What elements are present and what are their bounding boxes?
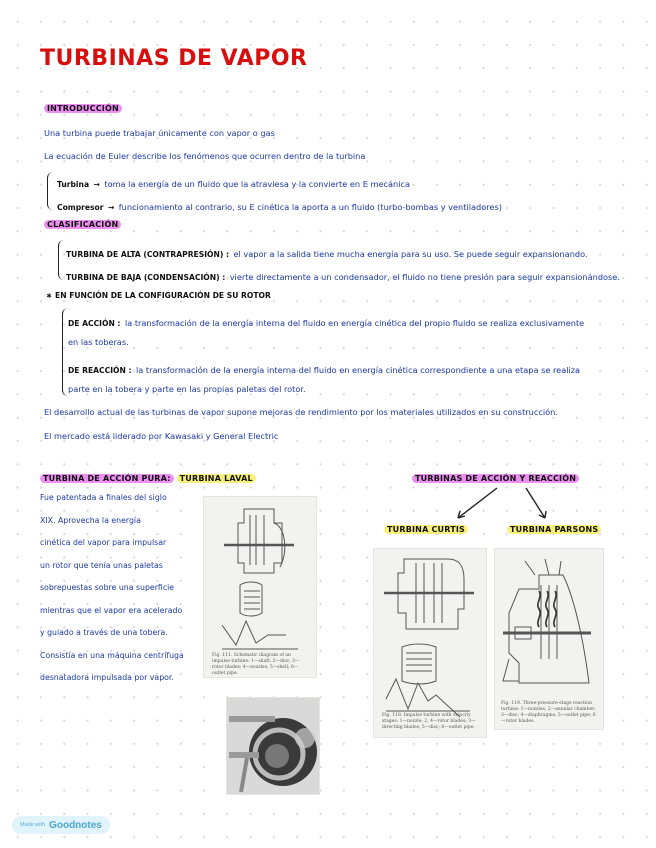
rotor-heading: ∗ EN FUNCIÓN DE LA CONFIGURACIÓN DE SU ROTOR <box>46 291 271 300</box>
de-reaccion-text-cont: parte en la tobera y parte en las propias paletas del rotor. <box>68 384 306 394</box>
term-compresor: Compresor <box>57 203 104 212</box>
term-turbina-alta: TURBINA DE ALTA (CONTRAPRESIÓN) : <box>66 250 230 259</box>
laval-line: sobrepuestas sobre una superficie <box>40 583 175 592</box>
intro-item-turbina <box>57 174 410 192</box>
laval-heading <box>40 474 256 483</box>
laval-figure-caption: Fig. 111. Schematic diagram of an impulse turbine: 1—shaft; 2—disc; 3—rotor blades; 4—nozzles; 5—shell; 6—outlet pipe. <box>212 653 300 676</box>
arrow-right-icon: → <box>93 180 100 189</box>
turbina-baja-text: vierte directamente a un condensador, el fluido no tiene presión para seguir expansionándose. <box>229 272 620 282</box>
turbina-alta-text: el vapor a la salida tiene mucha energía para su uso. Se puede seguir expansionando. <box>233 249 588 259</box>
brace <box>58 240 64 280</box>
de-accion-item <box>68 313 584 331</box>
curtis-name: TURBINA CURTIS <box>384 525 468 534</box>
turbina-alta-item <box>66 244 588 262</box>
term-turbina-baja: TURBINA DE BAJA (CONDENSACIÓN) : <box>66 273 226 282</box>
curtis-figure-caption: Fig. 118. Impulse turbine with velocity stages: 1—nozzle; 2, 4—rotor blades; 3—directing blades; 5—disc; 6—outlet pipe. <box>382 713 476 730</box>
laval-line: desnatadora impulsada por vapor. <box>40 673 174 682</box>
de-accion-text-cont: en las toberas. <box>68 337 129 347</box>
laval-line: mientras que el vapor era acelerado <box>40 605 183 615</box>
intro-heading <box>44 104 122 113</box>
term-turbina: Turbina <box>57 180 90 189</box>
laval-photo-icon <box>227 698 319 794</box>
de-reaccion-item <box>68 360 580 378</box>
laval-name: TURBINA LAVAL <box>177 474 256 483</box>
branch-arrows-icon <box>380 484 580 524</box>
page-title: TURBINAS DE VAPOR <box>40 46 308 71</box>
parsons-figure-caption: Fig. 119. Three-pressure-stage reaction turbine: 1—nozzles; 2—annular chamber; 3—disc; 4—diaphragms; 5—outlet pipe; 6—rotor blades. <box>501 701 596 724</box>
laval-line: un rotor que tenía unas paletas <box>40 560 163 570</box>
arrow-right-icon: → <box>107 203 115 212</box>
term-de-reaccion: DE REACCIÓN : <box>68 366 132 375</box>
brace <box>47 172 53 210</box>
laval-line: cinética del vapor para impulsar <box>40 538 167 547</box>
parsons-heading <box>507 525 601 534</box>
term-de-accion: DE ACCIÓN : <box>68 319 121 328</box>
parsons-schematic-figure <box>494 548 604 730</box>
curtis-diagram-icon <box>374 549 486 737</box>
turbina-definition: toma la energía de un fluido que la atraviesa y la convierte en E mecánica <box>104 179 411 189</box>
laval-turbine-photo <box>226 697 320 795</box>
action-reaction-heading <box>412 474 579 483</box>
badge-goodnotes: Goodnotes <box>49 819 102 831</box>
action-reaction-heading-text: TURBINAS DE ACCIÓN Y REACCIÓN <box>412 474 579 483</box>
intro-line-1: Una turbina puede trabajar únicamente con vapor o gas <box>44 128 275 138</box>
classification-heading-text: CLASIFICACIÓN <box>44 220 121 229</box>
intro-line-2: La ecuación de Euler describe los fenómenos que ocurren dentro de la turbina <box>44 151 366 161</box>
compresor-definition: funcionamiento al contrario, su E cinética la aporta a un fluido (turbo-bombas y ventiladores) <box>118 202 502 212</box>
turbina-baja-item <box>66 267 620 285</box>
laval-line: y guiado a través de una tobera. <box>40 628 168 637</box>
laval-line: XIX. Aprovecha la energía <box>40 515 141 525</box>
laval-description <box>40 487 184 690</box>
intro-heading-text: INTRODUCCIÓN <box>44 104 122 113</box>
closing-line-1: El desarrollo actual de las turbinas de vapor supone mejoras de rendimiento por los materiales utilizados en su construcción. <box>44 407 558 417</box>
closing-line-2: El mercado está liderado por Kawasaki y General Electric <box>44 431 279 441</box>
classification-heading <box>44 220 121 229</box>
parsons-name: TURBINA PARSONS <box>507 525 601 534</box>
intro-item-compresor <box>57 197 502 215</box>
goodnotes-badge[interactable] <box>12 816 110 834</box>
de-accion-text: la transformación de la energía interna del fluido en energía cinética del propio fluido se realiza exclusivamente <box>124 318 585 328</box>
curtis-schematic-figure <box>373 548 487 738</box>
de-reaccion-text: la transformación de la energía interna del fluido en energía cinética correspondiente a una etapa se realiza <box>135 365 581 375</box>
laval-heading-text: TURBINA DE ACCIÓN PURA: <box>40 474 174 483</box>
laval-diagram-icon <box>204 497 316 677</box>
curtis-heading <box>384 525 468 534</box>
laval-line: Fue patentada a finales del siglo <box>40 493 167 502</box>
laval-schematic-figure <box>203 496 317 678</box>
laval-line: Consistía en una máquina centrífuga <box>40 650 184 660</box>
badge-made-with: Made with <box>20 822 46 828</box>
